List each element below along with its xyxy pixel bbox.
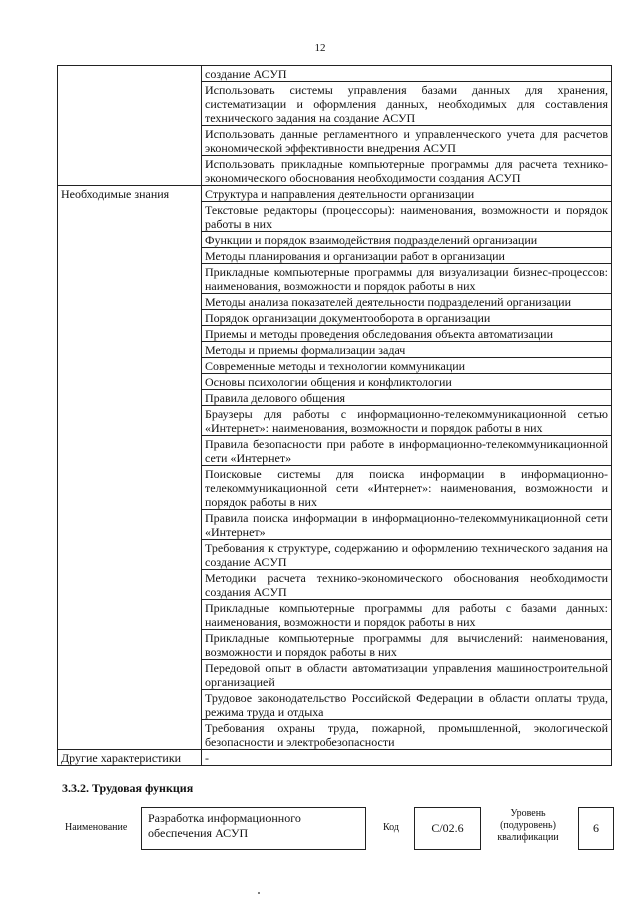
- page-number: 12: [314, 42, 326, 54]
- row-value: Современные методы и технологии коммуникации: [202, 358, 612, 374]
- row-value: Прикладные компьютерные программы для визуализации бизнес-процессов: наименования, возможности и порядок работы в них: [202, 264, 612, 294]
- row-value: Правила делового общения: [202, 390, 612, 406]
- other-row: [58, 750, 612, 766]
- level-label: Уровень (подуровень) квалификации: [497, 808, 559, 843]
- level-value-box: [578, 807, 614, 850]
- row-label: Необходимые знания: [58, 186, 202, 750]
- row-value: Прикладные компьютерные программы для работы с базами данных: наименования, возможности и порядок работы в них: [202, 600, 612, 630]
- name-value: Разработка информационного обеспечения АСУП: [148, 811, 301, 840]
- row-value: Приемы и методы проведения обследования объекта автоматизации: [202, 326, 612, 342]
- skill-row: [58, 66, 612, 82]
- level-value: 6: [593, 821, 599, 835]
- row-value: Использовать прикладные компьютерные программы для расчета технико-экономического обоснования необходимости создания АСУП: [202, 156, 612, 186]
- row-value: Требования охраны труда, пожарной, промышленной, экологической безопасности и электробезопасности: [202, 720, 612, 750]
- row-value: Правила безопасности при работе в информационно-телекоммуникационной сети «Интернет»: [202, 436, 612, 466]
- row-value: Передовой опыт в области автоматизации управления машиностроительной организацией: [202, 660, 612, 690]
- row-value: Трудовое законодательство Российской Федерации в области оплаты труда, режима труда и отдыха: [202, 690, 612, 720]
- row-value: Использовать системы управления базами данных для хранения, систематизации и оформления данных, необходимых для составления технического задания на создание АСУП: [202, 82, 612, 126]
- row-value: Функции и порядок взаимодействия подразделений организации: [202, 232, 612, 248]
- row-value: создание АСУП: [202, 66, 612, 82]
- name-value-box: [141, 807, 366, 850]
- row-value: Текстовые редакторы (процессоры): наименования, возможности и порядок работы в них: [202, 202, 612, 232]
- code-value: С/02.6: [431, 821, 464, 835]
- row-value: Браузеры для работы с информационно-телекоммуникационной сетью «Интернет»: наименования, возможности и порядок работы в них: [202, 406, 612, 436]
- row-value: Методы планирования и организации работ в организации: [202, 248, 612, 264]
- code-value-box: [414, 807, 481, 850]
- row-value: -: [202, 750, 612, 766]
- row-value: Методы анализа показателей деятельности подразделений организации: [202, 294, 612, 310]
- requirements-table: [57, 65, 612, 766]
- row-value: Основы психологии общения и конфликтологии: [202, 374, 612, 390]
- row-value: Правила поиска информации в информационно-телекоммуникационной сети «Интернет»: [202, 510, 612, 540]
- row-label: Другие характеристики: [58, 750, 202, 766]
- row-value: Структура и направления деятельности организации: [202, 186, 612, 202]
- row-value: Методики расчета технико-экономического обоснования необходимости создания АСУП: [202, 570, 612, 600]
- knowledge-row: [58, 186, 612, 202]
- code-label: Код: [383, 822, 399, 833]
- row-value: Методы и приемы формализации задач: [202, 342, 612, 358]
- section-title: 3.3.2. Трудовая функция: [62, 781, 194, 795]
- row-value: Прикладные компьютерные программы для вычислений: наименования, возможности и порядок работы в них: [202, 630, 612, 660]
- scan-speck: [258, 892, 260, 894]
- row-value: Поисковые системы для поиска информации в информационно-телекоммуникационной сети «Интернет»: наименования, возможности и порядок работы в них: [202, 466, 612, 510]
- row-value: Порядок организации документооборота в организации: [202, 310, 612, 326]
- row-value: Использовать данные регламентного и управленческого учета для расчетов экономической эффективности внедрения АСУП: [202, 126, 612, 156]
- name-label: Наименование: [65, 822, 128, 833]
- row-label: [58, 66, 202, 186]
- row-value: Требования к структуре, содержанию и оформлению технического задания на создание АСУП: [202, 540, 612, 570]
